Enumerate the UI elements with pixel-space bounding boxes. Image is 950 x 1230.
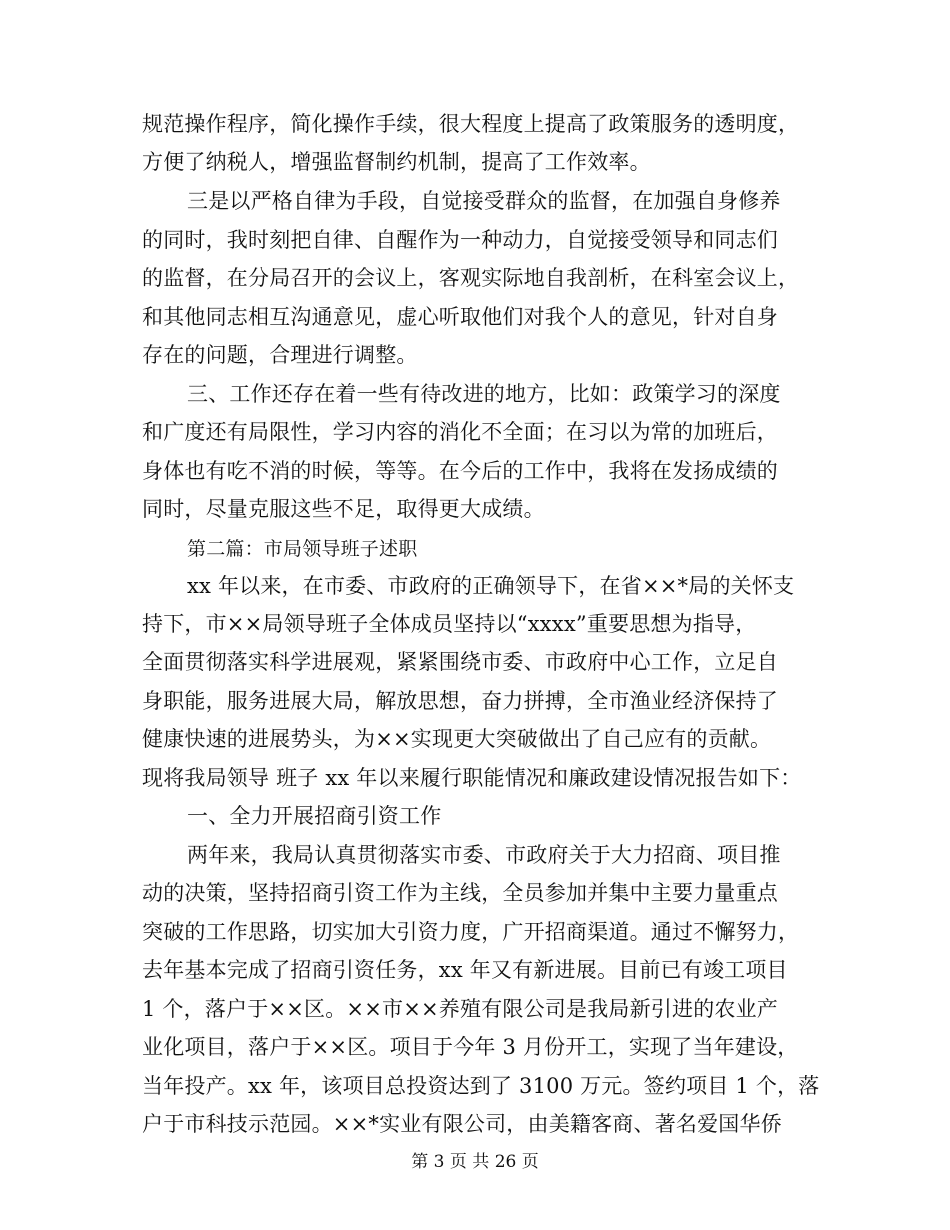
- text-line: 三是以严格自律为手段，自觉接受群众的监督，在加强自身修养: [187, 189, 781, 213]
- text-line: 业化项目，落户于××区。项目于今年 3 月份开工，实现了当年建设，: [142, 1035, 799, 1059]
- text-line: 和广度还有局限性，学习内容的消化不全面；在习以为常的加班后，: [142, 420, 778, 444]
- text-line: 健康快速的进展势头，为××实现更大突破做出了自己应有的贡献。: [142, 727, 772, 751]
- section-heading: 第二篇：市局领导班子述职: [187, 538, 418, 560]
- text-line: 户于市科技示范园。××*实业有限公司，由美籍客商、著名爱国华侨: [142, 1112, 782, 1136]
- text-line: 身体也有吃不消的时候，等等。在今后的工作中，我将在发扬成绩的: [142, 459, 778, 483]
- text-line: 当年投产。xx 年，该项目总投资达到了 3100 万元。签约项目 1 个，落: [142, 1074, 820, 1098]
- text-line: 持下，市××局领导班子全体成员坚持以“xxxx”重要思想为指导，: [142, 612, 757, 636]
- text-line: 存在的问题，合理进行调整。: [142, 343, 418, 367]
- text-line: 和其他同志相互沟通意见，虚心听取他们对我个人的意见，针对自身: [142, 305, 778, 329]
- text-line: 去年基本完成了招商引资任务，xx 年又有新进展。目前已有竣工项目: [142, 958, 788, 982]
- text-line: 规范操作程序，简化操作手续，很大程度上提高了政策服务的透明度，: [142, 112, 800, 136]
- text-line: 身职能，服务进展大局，解放思想，奋力拼搏，全市渔业经济保持了: [142, 689, 778, 713]
- text-line: 三、工作还存在着一些有待改进的地方，比如：政策学习的深度: [187, 382, 781, 406]
- section-heading: 一、全力开展招商引资工作: [187, 804, 442, 828]
- text-line: 全面贯彻落实科学进展观，紧紧围绕市委、市政府中心工作，立足自: [142, 650, 778, 674]
- page-number-footer: 第 3 页 共 26 页: [411, 1152, 539, 1172]
- text-line: 现将我局领导 班子 xx 年以来履行职能情况和廉政建设情况报告如下：: [142, 766, 802, 790]
- text-line: 方便了纳税人，增强监督制约机制，提高了工作效率。: [142, 150, 651, 174]
- text-line: 同时，尽量克服这些不足，取得更大成绩。: [142, 497, 545, 521]
- text-line: xx 年以来，在市委、市政府的正确领导下，在省××*局的关怀支: [187, 574, 795, 598]
- text-line: 的监督，在分局召开的会议上，客观实际地自我剖析，在科室会议上，: [142, 266, 800, 290]
- text-line: 动的决策，坚持招商引资工作为主线，全员参加并集中主要力量重点: [142, 881, 778, 905]
- text-line: 两年来，我局认真贯彻落实市委、市政府关于大力招商、项目推: [187, 843, 781, 867]
- text-line: 的同时，我时刻把自律、自醒作为一种动力，自觉接受领导和同志们: [142, 228, 778, 252]
- text-line: 突破的工作思路，切实加大引资力度，广开招商渠道。通过不懈努力，: [142, 920, 800, 944]
- text-line: 1 个，落户于××区。××市××养殖有限公司是我局新引进的农业产: [142, 997, 779, 1021]
